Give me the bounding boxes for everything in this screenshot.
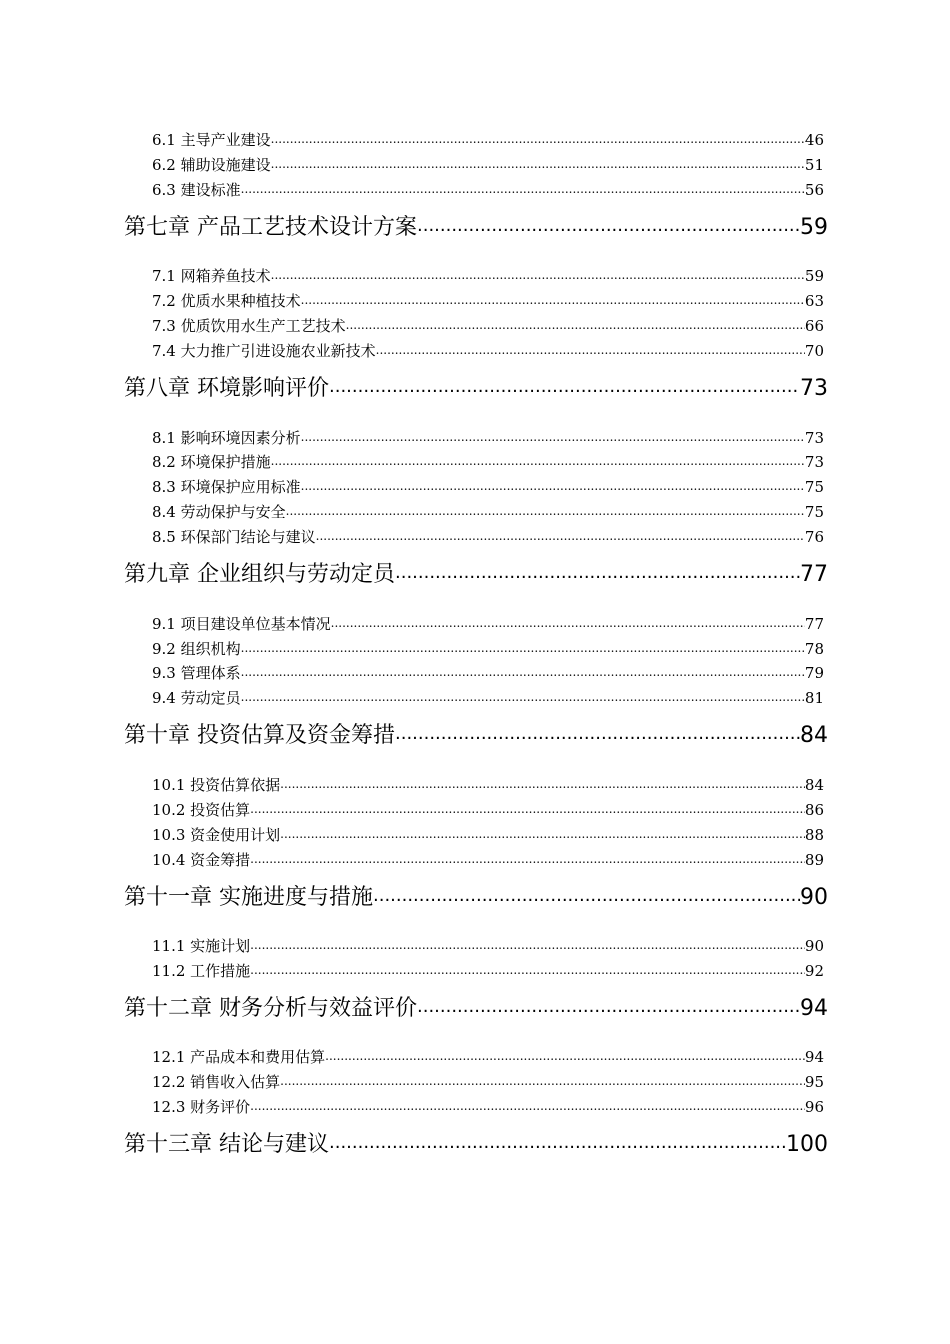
toc-section-title: 11.2 工作措施: [152, 961, 251, 980]
toc-chapter-entry[interactable]: [124, 721, 828, 751]
toc-page-number: 77: [800, 562, 828, 588]
toc-page-number: 96: [804, 1098, 824, 1117]
toc-dot-leader: [316, 527, 805, 547]
toc-section-entry[interactable]: [152, 1072, 824, 1092]
toc-chapter-title: 第十章 投资估算及资金筹措: [124, 723, 395, 749]
toc-section-title: 10.1 投资估算依据: [152, 775, 281, 794]
toc-dot-leader: [250, 850, 805, 870]
toc-dot-leader: [329, 1130, 786, 1160]
toc-section-title: 6.3 建设标准: [152, 180, 241, 199]
toc-dot-leader: [395, 560, 800, 590]
toc-section-title: 10.2 投资估算: [152, 800, 251, 819]
toc-section-entry[interactable]: [152, 639, 824, 659]
toc-section-title: 7.2 优质水果种植技术: [152, 292, 301, 311]
toc-page-number: 90: [804, 937, 824, 955]
toc-section-title: 9.3 管理体系: [152, 664, 241, 683]
toc-section-title: 11.1 实施计划: [152, 937, 251, 955]
toc-section-title: 9.4 劳动定员: [152, 689, 241, 708]
toc-section-title: 8.1 影响环境因素分析: [152, 428, 301, 447]
toc-page-number: 73: [800, 376, 828, 401]
toc-page-number: 59: [804, 267, 824, 286]
toc-page-number: 73: [804, 428, 824, 447]
toc-dot-leader: [250, 936, 805, 956]
toc-dot-leader: [301, 428, 805, 448]
toc-chapter-entry[interactable]: [124, 374, 828, 404]
toc-section-entry[interactable]: [152, 825, 824, 845]
toc-section-entry[interactable]: [152, 341, 824, 361]
toc-chapter-entry[interactable]: [124, 1130, 828, 1160]
toc-page-number: 76: [804, 528, 824, 547]
toc-section-entry[interactable]: [152, 961, 824, 981]
toc-page-number: 70: [804, 342, 824, 360]
toc-section-entry[interactable]: [152, 936, 824, 956]
toc-chapter-title: 第十二章 财务分析与效益评价: [124, 995, 417, 1021]
toc-page-number: 90: [800, 884, 828, 910]
toc-section-entry[interactable]: [152, 775, 824, 795]
toc-page-number: 94: [800, 995, 828, 1021]
toc-section-title: 8.3 环境保护应用标准: [152, 478, 301, 497]
toc-section-entry[interactable]: [152, 180, 824, 200]
toc-section-title: 12.3 财务评价: [152, 1098, 251, 1117]
toc-dot-leader: [250, 961, 805, 981]
toc-dot-leader: [329, 374, 800, 404]
toc-page-number: 84: [804, 775, 824, 794]
toc-section-title: 7.4 大力推广引进设施农业新技术: [152, 342, 376, 360]
toc-section-entry[interactable]: [152, 155, 824, 175]
toc-page-number: 81: [804, 689, 824, 708]
toc-section-title: 7.3 优质饮用水生产工艺技术: [152, 317, 346, 336]
toc-page-number: 59: [800, 214, 828, 240]
toc-dot-leader: [241, 639, 805, 659]
toc-dot-leader: [325, 1047, 805, 1067]
toc-dot-leader: [271, 155, 805, 175]
toc-page-number: 51: [804, 155, 824, 174]
toc-dot-leader: [346, 316, 805, 336]
toc-section-entry[interactable]: [152, 614, 824, 634]
toc-section-title: 10.3 资金使用计划: [152, 825, 281, 844]
toc-page-number: 75: [804, 478, 824, 497]
toc-section-title: 12.1 产品成本和费用估算: [152, 1048, 326, 1067]
toc-dot-leader: [280, 825, 805, 845]
toc-page-number: 73: [804, 453, 824, 472]
toc-section-entry[interactable]: [152, 1047, 824, 1067]
toc-chapter-entry[interactable]: [124, 883, 828, 913]
toc-dot-leader: [241, 663, 805, 683]
toc-section-entry[interactable]: [152, 800, 824, 820]
toc-page-number: 46: [804, 131, 824, 149]
toc-section-entry[interactable]: [152, 130, 824, 150]
toc-dot-leader: [250, 1097, 805, 1117]
toc-dot-leader: [280, 775, 805, 795]
toc-section-title: 8.2 环境保护措施: [152, 453, 271, 472]
toc-section-title: 10.4 资金筹措: [152, 850, 251, 869]
toc-dot-leader: [376, 341, 805, 361]
toc-dot-leader: [241, 180, 805, 200]
toc-page-number: 88: [804, 825, 824, 844]
toc-section-entry[interactable]: [152, 428, 824, 448]
toc-section-entry[interactable]: [152, 291, 824, 311]
toc-page-number: 66: [804, 317, 824, 336]
toc-section-entry[interactable]: [152, 688, 824, 708]
toc-section-title: 8.4 劳动保护与安全: [152, 503, 286, 522]
toc-dot-leader: [286, 502, 805, 522]
toc-page-number: 100: [786, 1132, 828, 1158]
toc-section-title: 12.2 销售收入估算: [152, 1073, 281, 1092]
toc-section-entry[interactable]: [152, 527, 824, 547]
toc-chapter-title: 第十三章 结论与建议: [124, 1132, 329, 1158]
toc-section-entry[interactable]: [152, 1097, 824, 1117]
toc-section-entry[interactable]: [152, 663, 824, 683]
toc-dot-leader: [271, 266, 805, 286]
toc-chapter-entry[interactable]: [124, 560, 828, 590]
toc-page-number: 84: [800, 723, 828, 749]
toc-dot-leader: [395, 721, 800, 751]
toc-chapter-entry[interactable]: [124, 213, 828, 243]
toc-page-number: 77: [804, 614, 824, 633]
toc-section-entry[interactable]: [152, 266, 824, 286]
toc-section-title: 6.1 主导产业建设: [152, 131, 271, 149]
toc-page-number: 63: [804, 292, 824, 311]
toc-chapter-title: 第十一章 实施进度与措施: [124, 884, 373, 910]
toc-chapter-title: 第九章 企业组织与劳动定员: [124, 562, 395, 588]
toc-page-number: 86: [804, 800, 824, 819]
toc-section-entry[interactable]: [152, 477, 824, 497]
toc-dot-leader: [301, 291, 805, 311]
toc-dot-leader: [280, 1072, 805, 1092]
toc-section-entry[interactable]: [152, 316, 824, 336]
toc-page-number: 79: [804, 664, 824, 683]
toc-chapter-title: 第七章 产品工艺技术设计方案: [124, 214, 417, 240]
toc-section-title: 8.5 环保部门结论与建议: [152, 528, 316, 547]
toc-page-number: 89: [804, 850, 824, 869]
toc-dot-leader: [271, 130, 805, 150]
toc-dot-leader: [250, 800, 805, 820]
toc-dot-leader: [241, 688, 805, 708]
toc-section-entry[interactable]: [152, 502, 824, 522]
toc-page-number: 94: [804, 1048, 824, 1067]
toc-section-title: 7.1 网箱养鱼技术: [152, 267, 271, 286]
toc-section-title: 6.2 辅助设施建设: [152, 155, 271, 174]
toc-dot-leader: [417, 994, 800, 1024]
toc-section-title: 9.1 项目建设单位基本情况: [152, 614, 331, 633]
toc-page-number: 92: [804, 961, 824, 980]
toc-dot-leader: [301, 477, 805, 497]
toc-page-number: 95: [804, 1073, 824, 1092]
toc-dot-leader: [271, 452, 805, 472]
toc-page-number: 78: [804, 639, 824, 658]
toc-chapter-entry[interactable]: [124, 994, 828, 1024]
toc-section-title: 9.2 组织机构: [152, 639, 241, 658]
toc-dot-leader: [331, 614, 805, 634]
toc-section-entry[interactable]: [152, 452, 824, 472]
toc-chapter-title: 第八章 环境影响评价: [124, 376, 329, 401]
toc-page-number: 75: [804, 503, 824, 522]
toc-section-entry[interactable]: [152, 850, 824, 870]
toc-dot-leader: [417, 213, 800, 243]
toc-dot-leader: [373, 883, 800, 913]
toc-page-number: 56: [804, 180, 824, 199]
